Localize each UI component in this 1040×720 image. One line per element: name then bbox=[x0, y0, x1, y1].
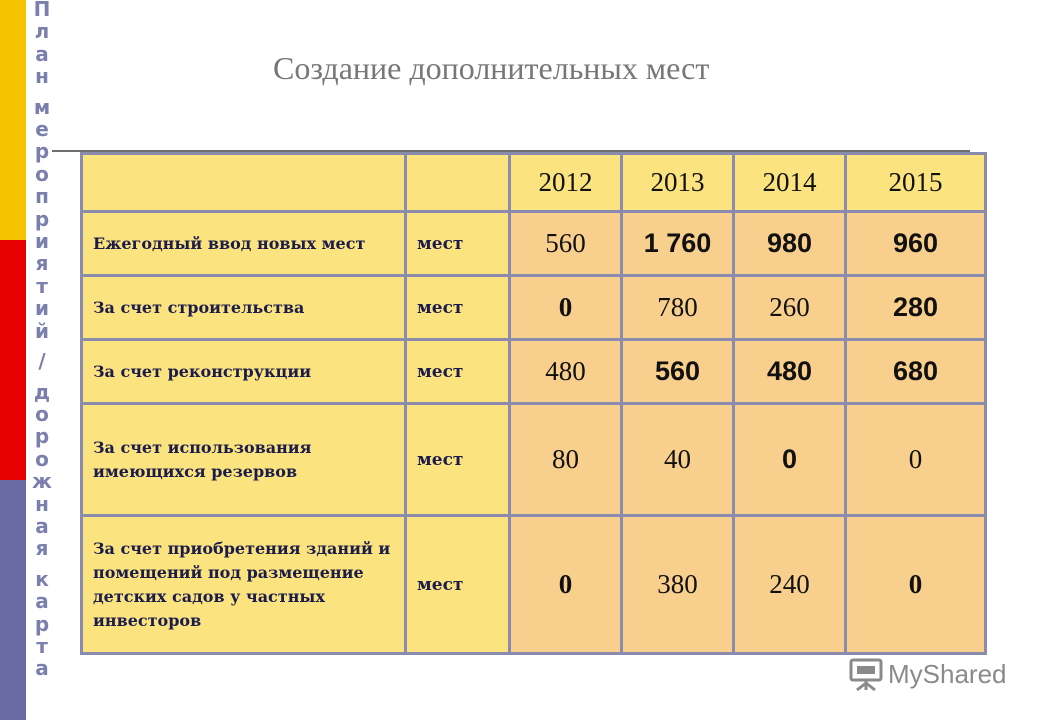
vertical-title-glyph: н bbox=[35, 64, 49, 89]
value-cell: 1 760 bbox=[622, 212, 734, 276]
row-label: За счет реконструкции bbox=[82, 340, 406, 404]
value-cell: 0 bbox=[734, 404, 846, 516]
color-bar-red bbox=[0, 240, 26, 480]
watermark-text: MyShared bbox=[888, 659, 1007, 689]
table-row bbox=[82, 404, 986, 516]
value-cell: 240 bbox=[734, 516, 846, 654]
vertical-title-glyph: ж bbox=[32, 469, 52, 494]
table-row bbox=[82, 516, 986, 654]
table-row bbox=[82, 212, 986, 276]
vertical-title-glyph: т bbox=[36, 273, 48, 298]
vertical-title-glyph: н bbox=[35, 491, 49, 516]
vertical-title-glyph: р bbox=[34, 139, 50, 164]
value-cell: 380 bbox=[622, 516, 734, 654]
value-cell: 560 bbox=[510, 212, 622, 276]
value-cell: 0 bbox=[510, 516, 622, 654]
vertical-title-glyph: е bbox=[35, 117, 49, 142]
row-unit: мест bbox=[406, 212, 510, 276]
value-cell: 780 bbox=[622, 276, 734, 340]
row-label: Ежегодный ввод новых мест bbox=[82, 212, 406, 276]
value-cell: 480 bbox=[734, 340, 846, 404]
color-bar-blue bbox=[0, 480, 26, 720]
color-bar-yellow bbox=[0, 0, 26, 240]
vertical-title-glyph: а bbox=[35, 656, 49, 681]
vertical-title-glyph: р bbox=[34, 611, 50, 636]
slide-title: Создание дополнительных мест bbox=[273, 50, 710, 86]
row-unit: мест bbox=[406, 404, 510, 516]
vertical-title-glyph: и bbox=[34, 229, 49, 254]
year-header: 2015 bbox=[846, 154, 986, 212]
row-unit: мест bbox=[406, 276, 510, 340]
year-header: 2013 bbox=[622, 154, 734, 212]
vertical-title-glyph: а bbox=[35, 589, 49, 614]
year-header: 2012 bbox=[510, 154, 622, 212]
value-cell: 0 bbox=[510, 276, 622, 340]
vertical-title-glyph: л bbox=[34, 19, 50, 44]
vertical-title-glyph: п bbox=[35, 184, 49, 209]
row-label: За счет использования имеющихся резервов bbox=[82, 404, 406, 516]
row-unit: мест bbox=[406, 340, 510, 404]
myshared-logo bbox=[848, 657, 1008, 693]
presentation-board-icon bbox=[848, 657, 884, 693]
vertical-title-glyph: П bbox=[33, 0, 51, 21]
vertical-title-glyph: о bbox=[35, 401, 49, 426]
value-cell: 40 bbox=[622, 404, 734, 516]
vertical-title-glyph: р bbox=[34, 206, 50, 231]
vertical-title-glyph: а bbox=[35, 41, 49, 66]
vertical-title-glyph: д bbox=[33, 379, 51, 404]
value-cell: 260 bbox=[734, 276, 846, 340]
value-cell: 680 bbox=[846, 340, 986, 404]
value-cell: 560 bbox=[622, 340, 734, 404]
vertical-title-glyph: о bbox=[35, 446, 49, 471]
vertical-title-glyph: р bbox=[34, 424, 50, 449]
table-header-row bbox=[82, 154, 986, 212]
value-cell: 280 bbox=[846, 276, 986, 340]
table-row bbox=[82, 340, 986, 404]
value-cell: 0 bbox=[846, 404, 986, 516]
value-cell: 480 bbox=[510, 340, 622, 404]
row-label: За счет строительства bbox=[82, 276, 406, 340]
vertical-title-glyph: а bbox=[35, 513, 49, 538]
header-empty-cell bbox=[82, 154, 406, 212]
left-color-bar bbox=[0, 0, 26, 720]
vertical-title-glyph: я bbox=[35, 536, 49, 561]
row-unit: мест bbox=[406, 516, 510, 654]
vertical-title-glyph: й bbox=[34, 318, 49, 343]
vertical-title-glyph: т bbox=[36, 633, 48, 658]
table-row bbox=[82, 276, 986, 340]
vertical-section-title bbox=[28, 0, 56, 680]
places-table bbox=[80, 152, 987, 655]
vertical-title-glyph: о bbox=[35, 161, 49, 186]
year-header: 2014 bbox=[734, 154, 846, 212]
value-cell: 960 bbox=[846, 212, 986, 276]
vertical-title-glyph: и bbox=[34, 296, 49, 321]
value-cell: 80 bbox=[510, 404, 622, 516]
value-cell: 0 bbox=[846, 516, 986, 654]
vertical-title-glyph: я bbox=[35, 251, 49, 276]
value-cell: 980 bbox=[734, 212, 846, 276]
row-label: За счет приобретения зданий и помещений под размещение детских садов у частных инвесторов bbox=[82, 516, 406, 654]
vertical-title-glyph: к bbox=[35, 566, 49, 591]
vertical-title-glyph: / bbox=[38, 349, 46, 374]
header-empty-cell bbox=[406, 154, 510, 212]
vertical-title-glyph: м bbox=[33, 94, 51, 119]
